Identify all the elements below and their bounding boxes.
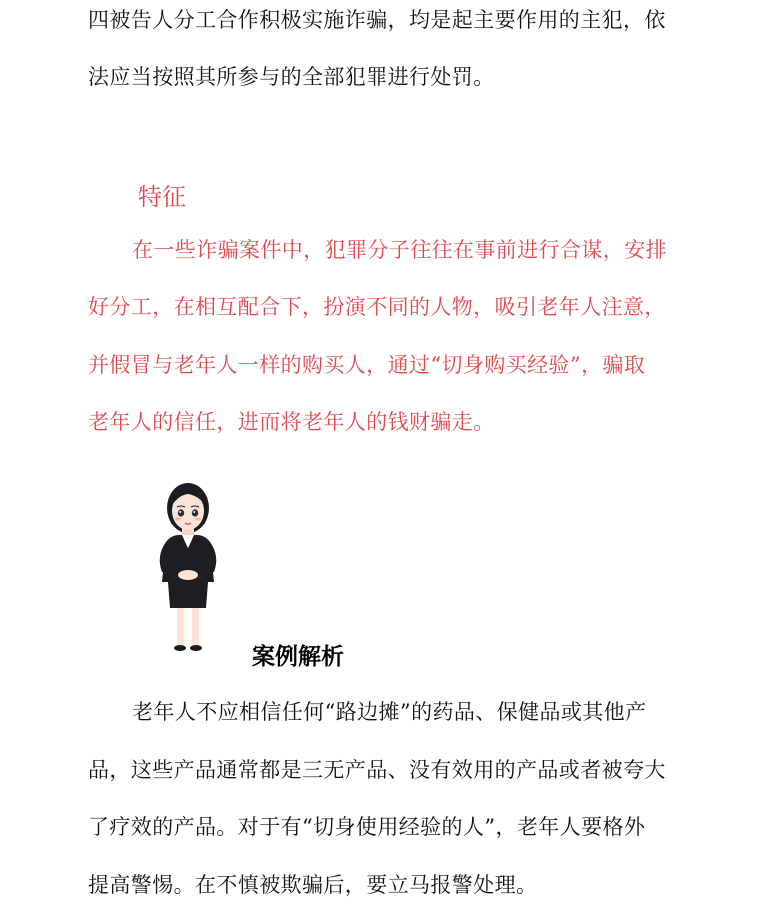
- feature-line-3: 并假冒与老年人一样的购买人，通过“切身购买经验”，骗取: [88, 353, 646, 377]
- analysis-line-1: 老年人不应相信任何“路边摊”的药品、保健品或其他产: [132, 700, 647, 724]
- feature-heading: 特征: [138, 183, 186, 211]
- intro-line-1: 四被告人分工合作积极实施诈骗，均是起主要作用的主犯，依: [88, 8, 666, 32]
- feature-line-4: 老年人的信任，进而将老年人的钱财骗走。: [88, 410, 495, 434]
- feature-line-1: 在一些诈骗案件中，犯罪分子往往在事前进行合谋，安排: [132, 238, 667, 262]
- businesswoman-illustration: [148, 478, 228, 656]
- analysis-line-4: 提高警惕。在不慎被欺骗后，要立马报警处理。: [88, 873, 538, 897]
- analysis-line-2: 品，这些产品通常都是三无产品、没有效用的产品或者被夸大: [88, 758, 666, 782]
- analysis-heading: 案例解析: [252, 644, 344, 670]
- intro-line-2: 法应当按照其所参与的全部犯罪进行处罚。: [88, 65, 495, 89]
- feature-line-2: 好分工，在相互配合下，扮演不同的人物，吸引老年人注意，: [88, 295, 666, 319]
- analysis-line-3: 了疗效的产品。对于有“切身使用经验的人”，老年人要格外: [88, 815, 646, 839]
